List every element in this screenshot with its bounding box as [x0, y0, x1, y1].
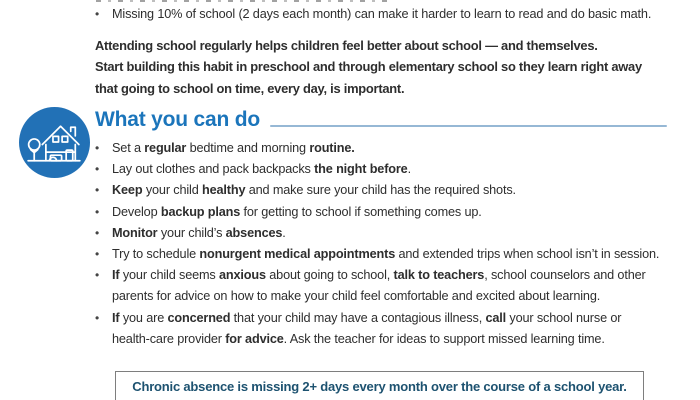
text-segment: healthy	[202, 183, 246, 198]
text-segment: your child	[142, 183, 202, 198]
list-item-text	[112, 265, 689, 307]
list-item	[95, 180, 689, 201]
text-segment: talk to teachers	[393, 268, 485, 283]
action-bullet-list	[95, 138, 689, 350]
text-segment: Set a	[112, 141, 145, 155]
list-item-line	[112, 308, 689, 329]
text-segment: Missing 10% of school (2 days each month) can make it harder to learn to read and do basic math.	[112, 7, 652, 21]
list-item-line	[112, 223, 689, 244]
bullet-marker: •	[95, 225, 100, 240]
text-segment: .	[282, 225, 286, 240]
section-header	[95, 108, 669, 132]
list-item	[95, 138, 689, 159]
clipped-text-remnant	[96, 0, 388, 2]
bullet-marker: •	[95, 183, 100, 198]
text-segment: Monitor	[112, 225, 158, 240]
list-item	[95, 244, 689, 265]
text-segment: .	[407, 162, 411, 177]
text-segment: and extended trips when school isn’t in session.	[395, 247, 660, 262]
bullet-marker: •	[95, 247, 100, 262]
text-segment: you are	[119, 310, 168, 325]
bullet-marker: •	[95, 268, 100, 283]
list-item-text	[112, 138, 689, 159]
text-segment: routine.	[309, 141, 355, 155]
text-segment: Lay out clothes and pack backpacks	[112, 162, 315, 177]
text-segment: and make sure your child has the required shots.	[245, 183, 516, 198]
list-item-line	[112, 202, 689, 223]
text-segment: about going to school,	[265, 268, 394, 283]
text-segment: Try to schedule	[112, 247, 200, 262]
list-item-text	[112, 159, 689, 180]
paragraph-line: Start building this habit in preschool and through elementary school so they learn right away	[95, 59, 642, 75]
text-segment: for getting to school if something comes up.	[240, 204, 482, 219]
text-segment: If	[112, 310, 120, 325]
text-segment: anxious	[219, 268, 266, 283]
text-segment: your child’s	[157, 225, 226, 240]
text-segment: nonurgent medical appointments	[199, 247, 396, 262]
text-segment: Develop	[112, 204, 161, 219]
list-item-text	[112, 4, 687, 25]
list-item-text	[112, 244, 689, 265]
list-item	[95, 4, 687, 25]
text-segment: health-care provider	[112, 331, 226, 346]
text-segment: that your child may have a contagious illness,	[230, 310, 486, 325]
list-item-line	[112, 138, 689, 159]
text-segment: your child seems	[119, 268, 219, 283]
text-segment: regular	[144, 141, 187, 155]
list-item-line	[112, 265, 689, 286]
list-item-line	[112, 329, 689, 350]
list-item-line	[112, 244, 689, 265]
text-segment: the night before	[314, 162, 408, 177]
list-item-line	[112, 159, 689, 180]
text-segment: call	[485, 310, 507, 325]
text-segment: bedtime and morning	[186, 141, 310, 155]
bullet-marker: •	[95, 310, 100, 325]
list-item-text	[112, 308, 689, 350]
list-item	[95, 159, 689, 180]
text-segment: , school counselors and other	[484, 268, 646, 283]
paragraph-line: Attending school regularly helps children feel better about school — and themselves.	[95, 38, 598, 53]
list-item	[95, 308, 689, 350]
list-item-line	[112, 4, 687, 25]
text-segment: parents for advice on how to make your child feel comfortable and excited about learning.	[112, 289, 601, 304]
text-segment: concerned	[167, 310, 231, 325]
text-segment: your school nurse or	[506, 310, 622, 325]
list-item-text	[112, 202, 689, 223]
text-segment: Keep	[112, 183, 143, 198]
bold-paragraph	[95, 35, 695, 99]
section-heading: What you can do	[95, 108, 261, 131]
list-item	[95, 223, 689, 244]
paragraph-line: that going to school on time, every day, is important.	[95, 80, 405, 96]
list-item-line	[112, 180, 689, 201]
text-segment: . Ask the teacher for ideas to support missed learning time.	[283, 331, 605, 346]
text-segment: If	[112, 268, 120, 283]
bullet-marker: •	[95, 141, 100, 155]
list-item	[95, 265, 689, 307]
text-segment: absences	[225, 225, 283, 240]
house-icon	[19, 107, 90, 178]
text-segment: for advice	[225, 331, 284, 346]
list-item-text	[112, 180, 689, 201]
heading-rule	[270, 125, 667, 127]
callout-text: Chronic absence is missing 2+ days every month over the course of a school year.	[132, 378, 627, 394]
bullet-marker: •	[95, 204, 100, 219]
intro-bullet-list	[95, 4, 687, 25]
list-item-line	[112, 286, 689, 307]
list-item-text	[112, 223, 689, 244]
callout-box	[115, 371, 644, 400]
bullet-marker: •	[95, 162, 100, 177]
text-segment: backup plans	[160, 204, 241, 219]
bullet-marker: •	[95, 7, 100, 21]
list-item	[95, 202, 689, 223]
